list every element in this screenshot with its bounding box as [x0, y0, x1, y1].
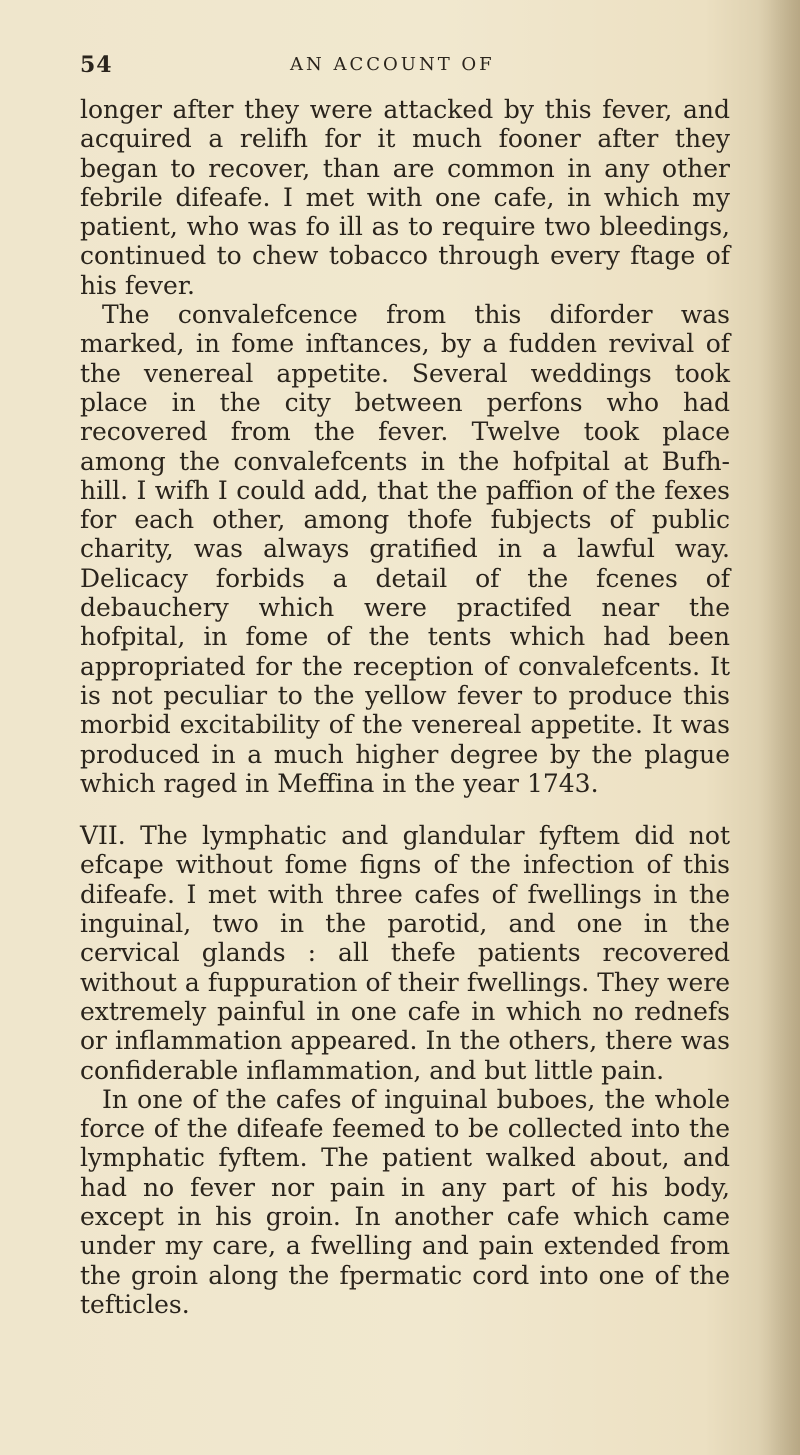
paragraph-continued: longer after they were attacked by this fever, and acquired a relifh for it much fooner after they began to recover, than are common in any other febrile difeafe. I met with one cafe, in which my patient, who was fo ill as to require two bleedings, continued to chew tobacco through every ftage of his fever.: [80, 95, 730, 300]
body-text: [80, 95, 730, 1319]
paragraph-section-vii: VII. The lymphatic and glandular fyftem did not efcape without fome figns of the infection of this difeafe. I met with three cafes of fwellings in the inguinal, two in the parotid, and one in the cervical glands : all thefe patients recovered without a fuppuration of their fwellings. They were extremely painful in one cafe in which no rednefs or inflammation appeared. In the others, there was confiderable inflammation, and but little pain.: [80, 821, 730, 1085]
page-edge-shadow: [758, 0, 800, 1455]
paragraph-convalescence: The convalefcence from this diforder was marked, in fome inftances, by a fudden revival of the venereal appetite. Several weddings took place in the city between perfons who had recovered from the fever. Twelve took place among the convalefcents in the hofpital at Bufh-hill. I wifh I could add, that the paffion of the fexes for each other, among thofe fubjects of public charity, was always gratified in a lawful way. Delicacy forbids a detail of the fcenes of debauchery which were practifed near the hofpital, in fome of the tents which had been appropriated for the reception of convalefcents. It is not peculiar to the yellow fever to produce this morbid excitability of the venereal appetite. It was produced in a much higher degree by the plague which raged in Meffina in the year 1743.: [80, 300, 730, 798]
page-number: 54: [80, 52, 113, 78]
running-head: AN ACCOUNT OF: [290, 54, 495, 75]
paragraph-inguinal-buboes: In one of the cafes of inguinal buboes, the whole force of the difeafe feemed to be collected into the lymphatic fyftem. The patient walked about, and had no fever nor pain in any part of his body, except in his groin. In another cafe which came under my care, a fwelling and pain extended from the groin along the fpermatic cord into one of the tefticles.: [80, 1084, 730, 1319]
page-header: [80, 52, 730, 92]
